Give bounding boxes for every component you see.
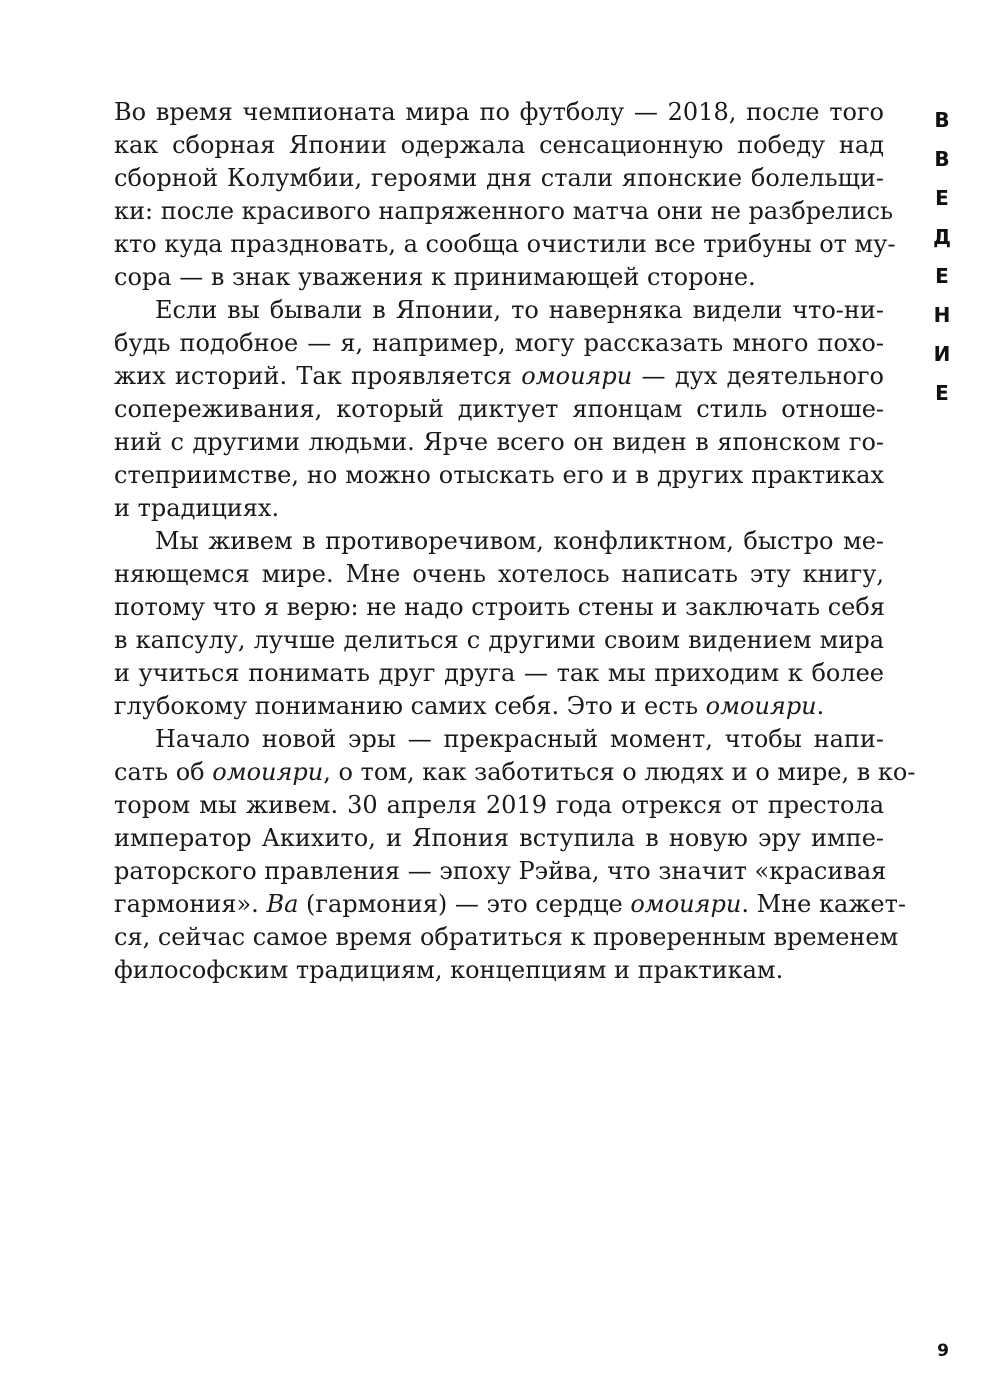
text-line <box>114 591 884 624</box>
text-run: сборной Колумбии, героями дня стали японские болельщи- <box>114 164 884 192</box>
text-run: ся, сейчас самое время обратиться к проверенным временем <box>114 923 899 951</box>
text-line <box>114 855 887 888</box>
text-run: няющемся мире. Мне очень хотелось написать эту книгу, <box>114 560 884 588</box>
text-run: глубокому пониманию самих себя. Это и есть <box>114 692 706 720</box>
text-run: . <box>816 692 825 720</box>
chapter-title-letter: Е <box>935 264 949 288</box>
text-line <box>114 294 884 327</box>
chapter-title-letter: В <box>934 108 950 132</box>
text-line <box>114 921 899 954</box>
italic-term: омоияри <box>630 890 742 918</box>
text-line <box>114 723 884 756</box>
text-line <box>114 96 884 129</box>
text-line <box>114 525 884 558</box>
text-run: гармония». <box>114 890 267 918</box>
text-run: сопереживания, который диктует японцам стиль отноше- <box>114 395 884 423</box>
text-run: в капсулу, лучше делиться с другими своим видением мира <box>114 626 884 654</box>
text-line <box>114 822 884 855</box>
text-line <box>114 789 884 822</box>
paragraph <box>114 525 884 723</box>
chapter-title-letter: Д <box>933 225 951 249</box>
paragraph <box>114 294 884 525</box>
text-run: потому что я верю: не надо строить стены и заключать себя <box>114 593 885 621</box>
text-line <box>114 162 884 195</box>
text-run: Если вы бывали в Японии, то наверняка видели что-ни- <box>155 296 884 324</box>
text-line <box>114 228 896 261</box>
text-run: как сборная Японии одержала сенсационную победу над <box>114 131 884 159</box>
text-line <box>114 624 884 657</box>
text-run: — дух деятельного <box>632 362 885 390</box>
text-run: и традициях. <box>114 494 280 522</box>
text-line <box>114 756 916 789</box>
chapter-title-vertical <box>930 101 954 413</box>
text-line <box>114 261 884 294</box>
text-line <box>114 558 884 591</box>
chapter-title-letter: Е <box>935 381 949 405</box>
text-line <box>114 492 884 525</box>
paragraph <box>114 723 916 987</box>
text-line <box>114 690 884 723</box>
text-run: тором мы живем. 30 апреля 2019 года отрекся от престола <box>114 791 884 819</box>
text-line <box>114 129 884 162</box>
text-run: , о том, как заботиться о людях и о мире, в ко- <box>323 758 916 786</box>
italic-term: омоияри <box>521 362 633 390</box>
text-run: раторского правления — эпоху Рэйва, что значит «красивая <box>114 857 887 885</box>
text-run: степриимстве, но можно отыскать его и в других практиках <box>114 461 884 489</box>
text-run: ки: после красивого напряженного матча они не разбрелись <box>114 197 894 225</box>
text-run: сора — в знак уважения к принимающей стороне. <box>114 263 756 291</box>
italic-term: омоияри <box>212 758 324 786</box>
italic-term: Ва <box>266 890 299 918</box>
text-run: Мы живем в противоречивом, конфликтном, быстро ме- <box>155 527 884 555</box>
text-line <box>114 426 884 459</box>
text-run: . Мне кажет- <box>741 890 906 918</box>
text-run: и учиться понимать друг друга — так мы приходим к более <box>114 659 884 687</box>
text-line <box>114 360 884 393</box>
chapter-title-letter: Н <box>933 303 951 327</box>
text-line <box>114 393 884 426</box>
text-run: кто куда праздновать, а сообща очистили все трибуны от му- <box>114 230 896 258</box>
text-run: император Акихито, и Япония вступила в новую эру импе- <box>114 824 884 852</box>
text-run: жих историй. Так проявляется <box>114 362 522 390</box>
text-run: философским традициям, концепциям и практикам. <box>114 956 784 984</box>
text-line <box>114 459 884 492</box>
text-run: (гармония) — это сердце <box>298 890 631 918</box>
chapter-title-letter: И <box>933 342 951 366</box>
text-run: будь подобное — я, например, могу рассказать много похо- <box>114 329 884 357</box>
text-line <box>114 327 884 360</box>
body-text <box>114 96 916 987</box>
text-line <box>114 954 884 987</box>
page-number: 9 <box>937 1341 949 1361</box>
text-line <box>114 195 894 228</box>
text-line <box>114 657 884 690</box>
chapter-title-letter: В <box>934 147 950 171</box>
text-run: ний с другими людьми. Ярче всего он виден в японском го- <box>114 428 884 456</box>
paragraph <box>114 96 896 294</box>
text-run: Во время чемпионата мира по футболу — 2018, после того <box>114 98 884 126</box>
italic-term: омоияри <box>705 692 817 720</box>
text-run: сать об <box>114 758 213 786</box>
text-line <box>114 888 906 921</box>
chapter-title-letter: Е <box>935 186 949 210</box>
text-run: Начало новой эры — прекрасный момент, чтобы напи- <box>155 725 884 753</box>
